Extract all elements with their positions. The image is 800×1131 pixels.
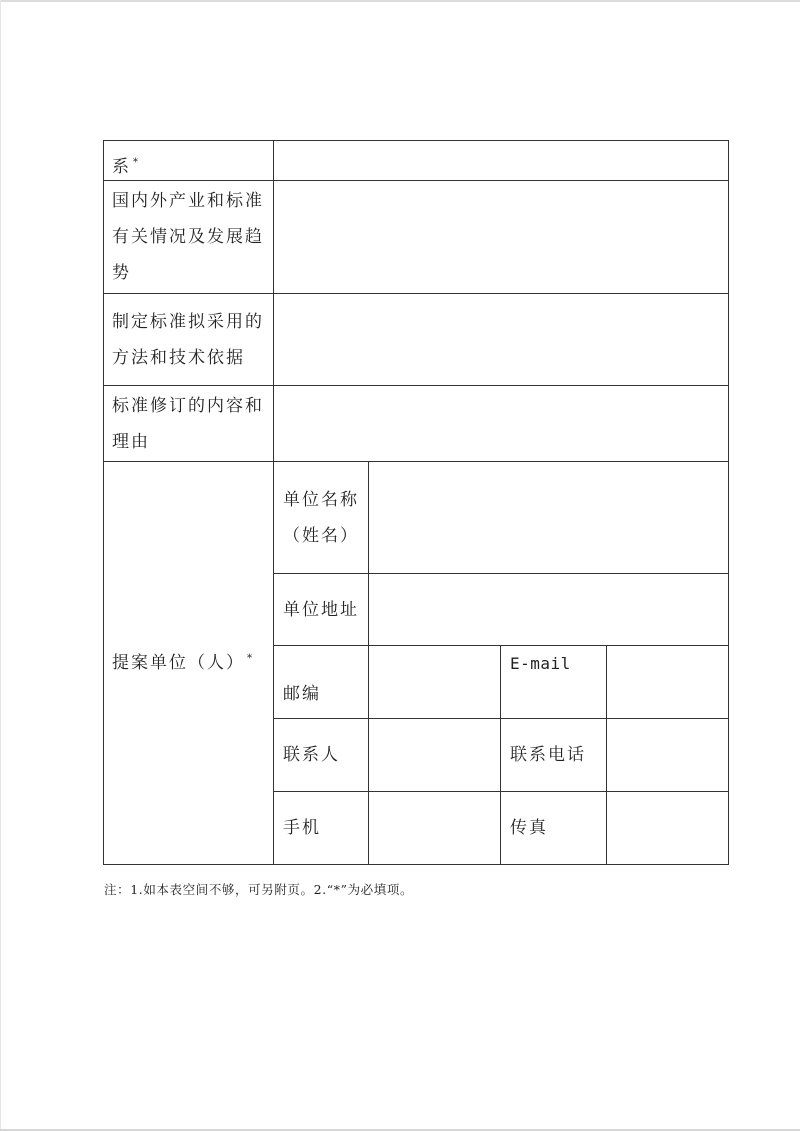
contact-person-label: 联系人 [283,745,340,765]
situation-label-line-1: 国内外产业和标准 [112,191,264,211]
fax-label-cell [501,792,607,865]
situation-label-line-3: 势 [112,263,131,283]
email-label: E-mail [510,654,571,673]
method-label-line-1: 制定标准拟采用的 [112,311,264,332]
method-input-cell[interactable] [274,294,729,386]
contact-person-input-cell[interactable] [369,719,501,792]
email-input-cell[interactable] [607,646,729,719]
content-label-line-2: 理由 [112,431,150,452]
unit-address-input-cell[interactable] [369,574,729,646]
postcode-input-cell[interactable] [369,646,501,719]
contact-phone-label: 联系电话 [510,745,586,765]
unit-name-label-cell [274,462,369,574]
fax-input-cell[interactable] [607,792,729,865]
proposal-form-table [103,140,729,865]
postcode-label-cell [274,646,369,719]
page-edge-top [0,0,800,2]
mobile-label: 手机 [283,818,321,838]
content-input-cell[interactable] [274,386,729,462]
content-label-cell [104,386,274,462]
mobile-input-cell[interactable] [369,792,501,865]
footnote: 注：1.如本表空间不够，可另附页。2.“*”为必填项。 [104,882,414,897]
postcode-label: 邮编 [283,684,321,704]
row-content [104,386,729,462]
contact-person-label-cell [274,719,369,792]
row-method [104,294,729,386]
contact-phone-input-cell[interactable] [607,719,729,792]
fax-label: 传真 [510,818,548,838]
situation-label-cell [104,181,274,294]
relation-label-cell [104,141,274,181]
page-edge-left [0,0,1,1131]
relation-input-cell[interactable] [274,141,729,181]
method-label-cell [104,294,274,386]
row-relation [104,141,729,181]
unit-address-label: 单位地址 [283,599,359,620]
relation-label: 系 [112,157,131,177]
email-label-cell [501,646,607,719]
situation-label-line-2: 有关情况及发展趋 [112,227,264,247]
content-label-line-1: 标准修订的内容和 [112,395,264,416]
unit-address-label-cell [274,574,369,646]
unit-name-label-line-1: 单位名称 [283,489,359,510]
method-label-line-2: 方法和技术依据 [112,347,245,368]
required-mark: * [247,653,254,664]
required-mark: * [133,157,140,168]
situation-input-cell[interactable] [274,181,729,294]
row-unit-name [104,462,729,574]
proposer-label-cell [104,462,274,865]
row-situation [104,181,729,294]
mobile-label-cell [274,792,369,865]
unit-name-label-line-2: （姓名） [283,525,359,546]
unit-name-input-cell[interactable] [369,462,729,574]
proposer-label: 提案单位（人） [112,653,245,673]
contact-phone-label-cell [501,719,607,792]
